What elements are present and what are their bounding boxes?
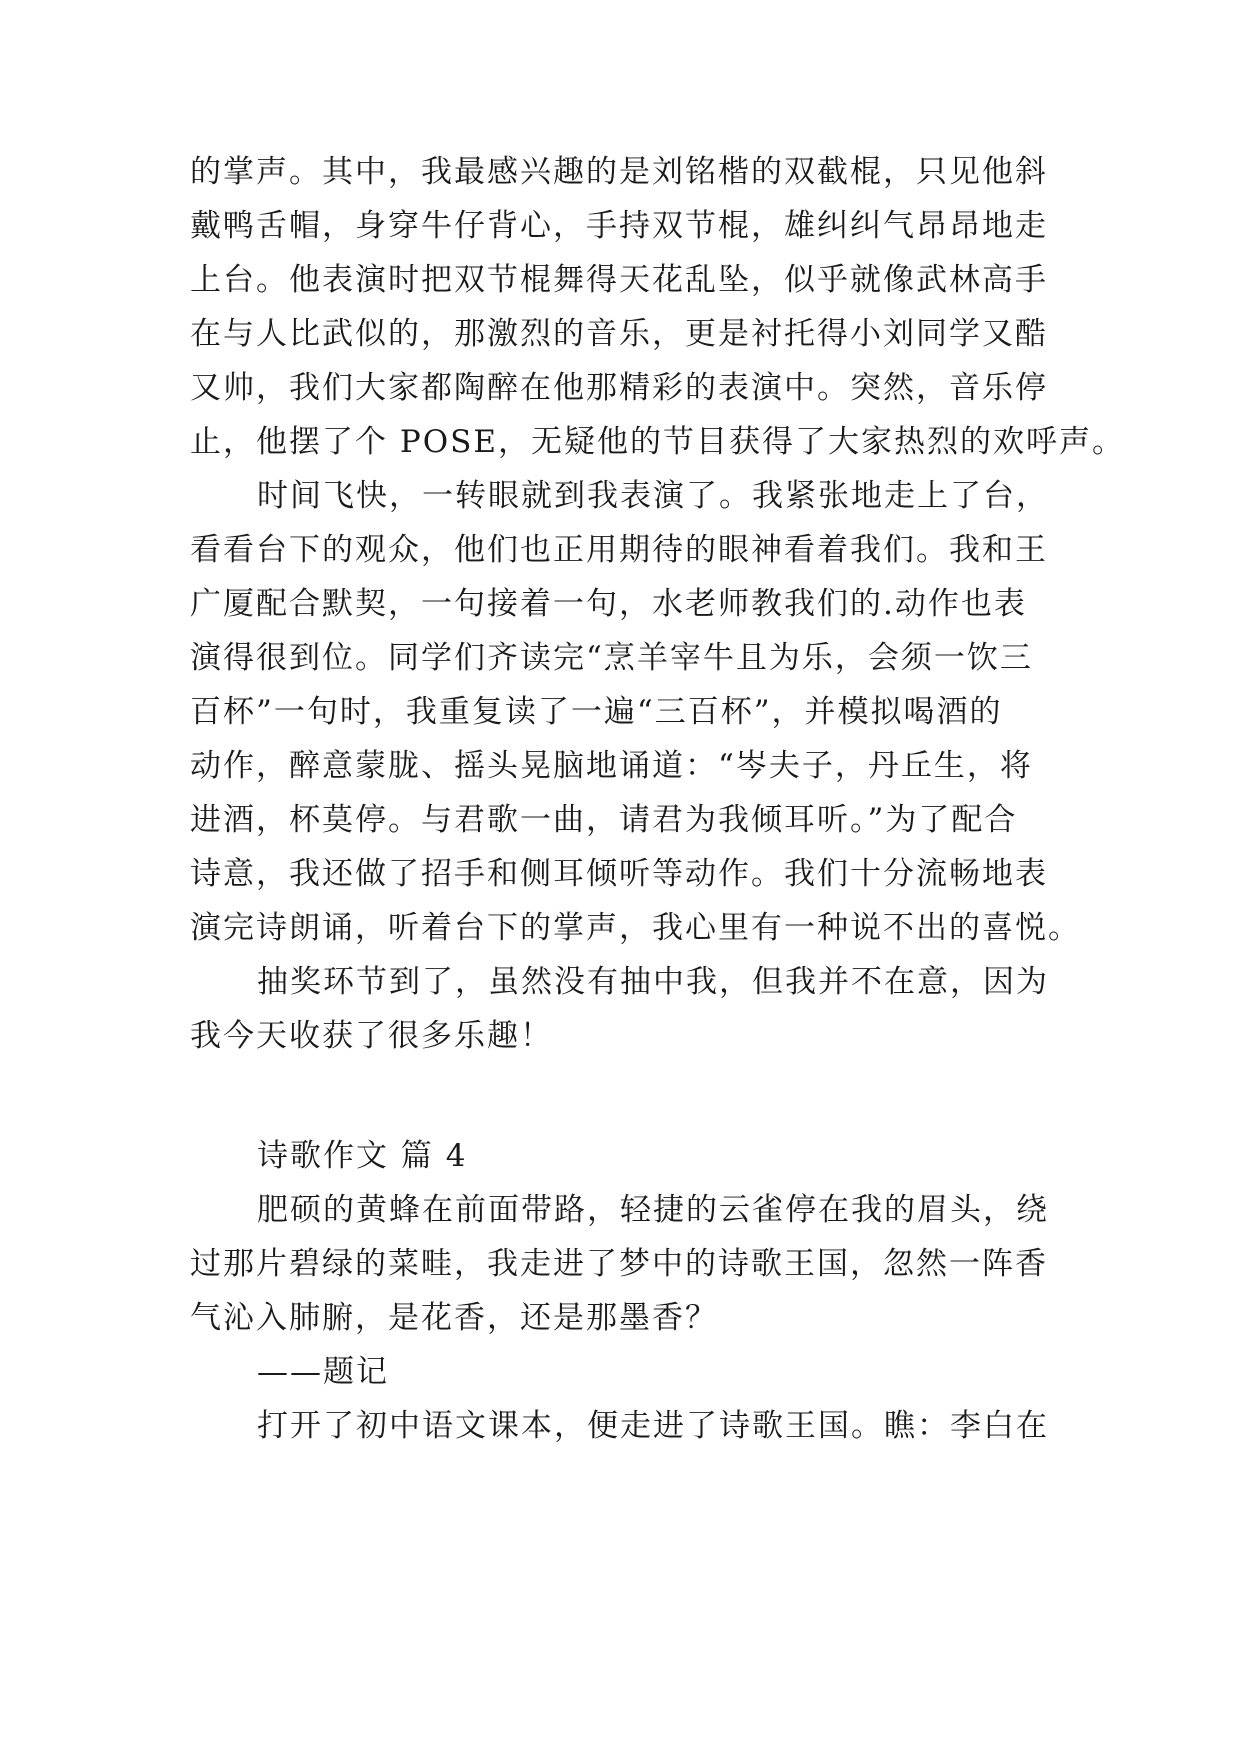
text-line: 演完诗朗诵，听着台下的掌声，我心里有一种说不出的喜悦。	[190, 910, 1081, 946]
text-line: 演得很到位。同学们齐读完“烹羊宰牛且为乐，会须一饮三	[190, 640, 1033, 676]
section-heading: 诗歌作文 篇 4	[257, 1138, 468, 1174]
text-line: 又帅，我们大家都陶醉在他那精彩的表演中。突然，音乐停	[190, 370, 1048, 406]
text-line: 动作，醉意蒙胧、摇头晃脑地诵道：“岑夫子，丹丘生，将	[190, 748, 1033, 784]
text-line: 气沁入肺腑，是花香，还是那墨香？	[190, 1300, 718, 1336]
text-line: 广厦配合默契，一句接着一句，水老师教我们的.动作也表	[190, 586, 1027, 622]
paragraph-start-line: 打开了初中语文课本，便走进了诗歌王国。瞧：李白在	[257, 1408, 1049, 1444]
text-line: 的掌声。其中，我最感兴趣的是刘铭楷的双截棍，只见他斜	[190, 154, 1048, 190]
text-line: 百杯”一句时，我重复读了一遍“三百杯”，并模拟喝酒的	[190, 694, 1003, 730]
paragraph-start-line: 抽奖环节到了，虽然没有抽中我，但我并不在意，因为	[257, 964, 1049, 1000]
text-line: 止，他摆了个 POSE，无疑他的节目获得了大家热烈的欢呼声。	[190, 424, 1125, 460]
text-line: 诗意，我还做了招手和侧耳倾听等动作。我们十分流畅地表	[190, 856, 1048, 892]
text-line: 戴鸭舌帽，身穿牛仔背心，手持双节棍，雄纠纠气昂昂地走	[190, 208, 1048, 244]
text-line: 在与人比武似的，那激烈的音乐，更是衬托得小刘同学又酷	[190, 316, 1048, 352]
text-line: 过那片碧绿的菜畦，我走进了梦中的诗歌王国，忽然一阵香	[190, 1246, 1048, 1282]
text-line: 进酒，杯莫停。与君歌一曲，请君为我倾耳听。”为了配合	[190, 802, 1018, 838]
text-line: 看看台下的观众，他们也正用期待的眼神看着我们。我和王	[190, 532, 1048, 568]
epigraph-attribution: ——题记	[257, 1354, 389, 1390]
text-line: 上台。他表演时把双节棍舞得天花乱坠，似乎就像武林高手	[190, 262, 1048, 298]
text-line: 我今天收获了很多乐趣！	[190, 1018, 553, 1054]
paragraph-start-line: 肥硕的黄蜂在前面带路，轻捷的云雀停在我的眉头，绕	[257, 1192, 1049, 1228]
paragraph-start-line: 时间飞快，一转眼就到我表演了。我紧张地走上了台，	[257, 478, 1049, 514]
